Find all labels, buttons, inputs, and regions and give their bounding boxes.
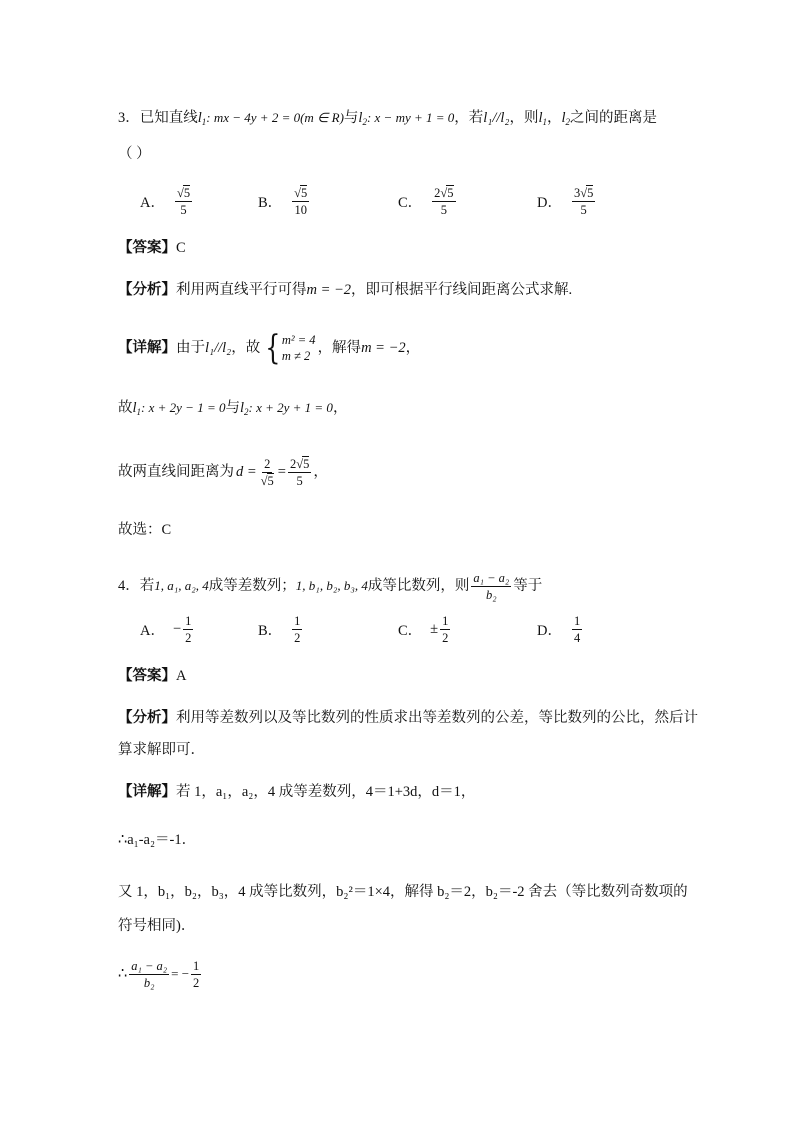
math-expression: m = −2	[361, 340, 406, 356]
q4-detail-2: ∴a₁-a₂＝-1．	[118, 832, 197, 848]
equals-sign: = −	[171, 966, 190, 981]
sign: ±	[430, 621, 439, 637]
therefore-symbol: ∴	[118, 966, 128, 982]
math-expression: 1, a₁, a₂, 4	[154, 578, 209, 593]
parallel-condition: l₁//l₂	[205, 340, 232, 356]
detail-text: ，	[332, 400, 348, 416]
q4-detail-3: 又 1，b₁，b₂，b₃，4 成等比数列，b₂²＝1×4，解得 b₂＝2，b₂＝-2 舍去（等比数列奇数项的	[118, 884, 688, 900]
detail-text: ，解得	[317, 340, 362, 356]
fraction: $\frac{1}{2}$	[294, 614, 301, 645]
option-label: A．	[140, 195, 165, 211]
math-expression: m = −2	[306, 282, 352, 298]
analysis-tag: 【分析】	[118, 282, 176, 298]
q4-text: 成等比数列，则	[367, 578, 470, 594]
math-expression: 1, b₁, b₂, b₃, 4	[295, 578, 368, 593]
q4-option-c	[398, 614, 452, 645]
option-label: D．	[537, 195, 562, 211]
q3-option-d	[537, 186, 597, 217]
parallel-condition: l₁//l₂	[483, 110, 510, 126]
fraction: $\frac{3√5}{5}$	[573, 186, 594, 217]
q4-text: 若	[139, 578, 155, 594]
equation-system: { m² = 4 m ≠ 2	[265, 328, 316, 368]
answer-value: A	[176, 668, 187, 684]
analysis-text: ，即可根据平行线间距离公式求解.	[351, 282, 573, 298]
option-label: B．	[258, 623, 283, 639]
q4-option-d	[537, 614, 584, 645]
l2-symbol: $l_2$	[358, 110, 367, 127]
detail-text: 故两直线间距离为	[118, 464, 234, 480]
detail-text: ，故	[231, 340, 261, 356]
answer-value: C	[176, 240, 186, 256]
q3-analysis	[118, 280, 572, 300]
detail-text: 与	[225, 400, 240, 416]
math-expression: d =	[236, 464, 257, 480]
q4-detail-4: 符号相同)．	[118, 918, 196, 934]
q4-text: 成等差数列；	[208, 578, 296, 594]
l1-symbol: $l_1$	[132, 400, 142, 417]
fraction: $\frac{2√5}{5}$	[289, 456, 310, 488]
fraction: $\frac{√5}{5}$	[176, 186, 191, 217]
detail-text: ，	[313, 464, 328, 480]
q3-option-a	[140, 186, 194, 217]
q4-text: 等于	[513, 578, 543, 594]
analysis-text: 利用两直线平行可得	[176, 282, 307, 298]
q3-text: ，则	[509, 110, 539, 126]
q4-analysis-cont: 算求解即可．	[118, 742, 205, 758]
detail-text: 若 1，a₁，a₂，4 成等差数列，4＝1+3d，d＝1，	[176, 784, 476, 800]
option-label: C．	[398, 623, 423, 639]
fraction: $\frac{\text{a₁ − a₂}}{\text{b₂}}$	[473, 570, 510, 602]
detail-text: ，	[405, 340, 421, 356]
q3-option-b	[258, 186, 311, 217]
fraction: $\frac{1}{2}$	[442, 614, 449, 645]
q4-conclusion	[118, 954, 203, 994]
question-number: 4．	[118, 578, 140, 594]
fraction: $\frac{1}{2}$	[185, 614, 192, 645]
q3-option-c	[398, 186, 458, 217]
q3-final: 故选：C	[118, 522, 172, 538]
fraction: $\frac{√5}{10}$	[294, 186, 308, 217]
q3-text: ，若	[454, 110, 484, 126]
answer-paren: （ ）	[118, 146, 151, 162]
option-label: A．	[140, 623, 165, 639]
analysis-text: 利用等差数列以及等比数列的性质求出等差数列的公差，等比数列的公比，然后计	[176, 710, 698, 726]
q4-answer	[118, 666, 186, 686]
sign: −	[172, 621, 182, 637]
fraction: $\frac{\text{a₁ − a₂}}{\text{b₂}}$	[131, 958, 168, 990]
l1-equation: : mx − 4y + 2 = 0(m ∈ R)	[206, 110, 344, 125]
q3-text: 之间的距离是	[570, 110, 658, 126]
l2-equation: : x − my + 1 = 0	[366, 110, 455, 125]
fraction: $\frac{1}{2}$	[193, 958, 200, 990]
l2-symbol: $l_2$	[239, 400, 249, 417]
q4-option-b	[258, 614, 304, 645]
q3-answer	[118, 238, 186, 258]
detail-text: 故	[118, 400, 133, 416]
math-expression: : x + 2y + 1 = 0	[248, 400, 333, 415]
answer-tag: 【答案】	[118, 668, 176, 684]
fraction: $\frac{2√5}{5}$	[434, 186, 454, 217]
q4-stem	[118, 568, 542, 604]
fraction: $\frac{2}{√5}$	[260, 456, 274, 488]
l2-symbol: $l_2$	[561, 110, 571, 127]
equals-sign: =	[277, 464, 286, 480]
q4-option-a	[140, 614, 195, 645]
option-label: D．	[537, 623, 562, 639]
answer-tag: 【答案】	[118, 240, 176, 256]
q3-detail	[118, 328, 420, 368]
q3-text: ，	[547, 110, 562, 126]
l1-symbol: $l_1$	[538, 110, 548, 127]
detail-tag: 【详解】	[118, 784, 176, 800]
q3-lines	[118, 398, 347, 422]
q3-text: 与	[343, 110, 359, 126]
q4-analysis	[118, 708, 698, 728]
analysis-tag: 【分析】	[118, 710, 176, 726]
question-number: 3．	[118, 110, 140, 126]
q3-text: 已知直线	[139, 110, 198, 126]
q3-stem	[118, 108, 657, 132]
detail-text: 由于	[176, 340, 205, 356]
math-expression: : x + 2y − 1 = 0	[141, 400, 226, 415]
option-label: C．	[398, 195, 423, 211]
detail-tag: 【详解】	[118, 340, 176, 356]
option-label: B．	[258, 195, 283, 211]
q3-distance	[118, 452, 328, 492]
fraction: $\frac{1}{4}$	[573, 614, 581, 645]
q4-detail	[118, 782, 475, 802]
l1-symbol: $l_1$	[197, 110, 207, 127]
